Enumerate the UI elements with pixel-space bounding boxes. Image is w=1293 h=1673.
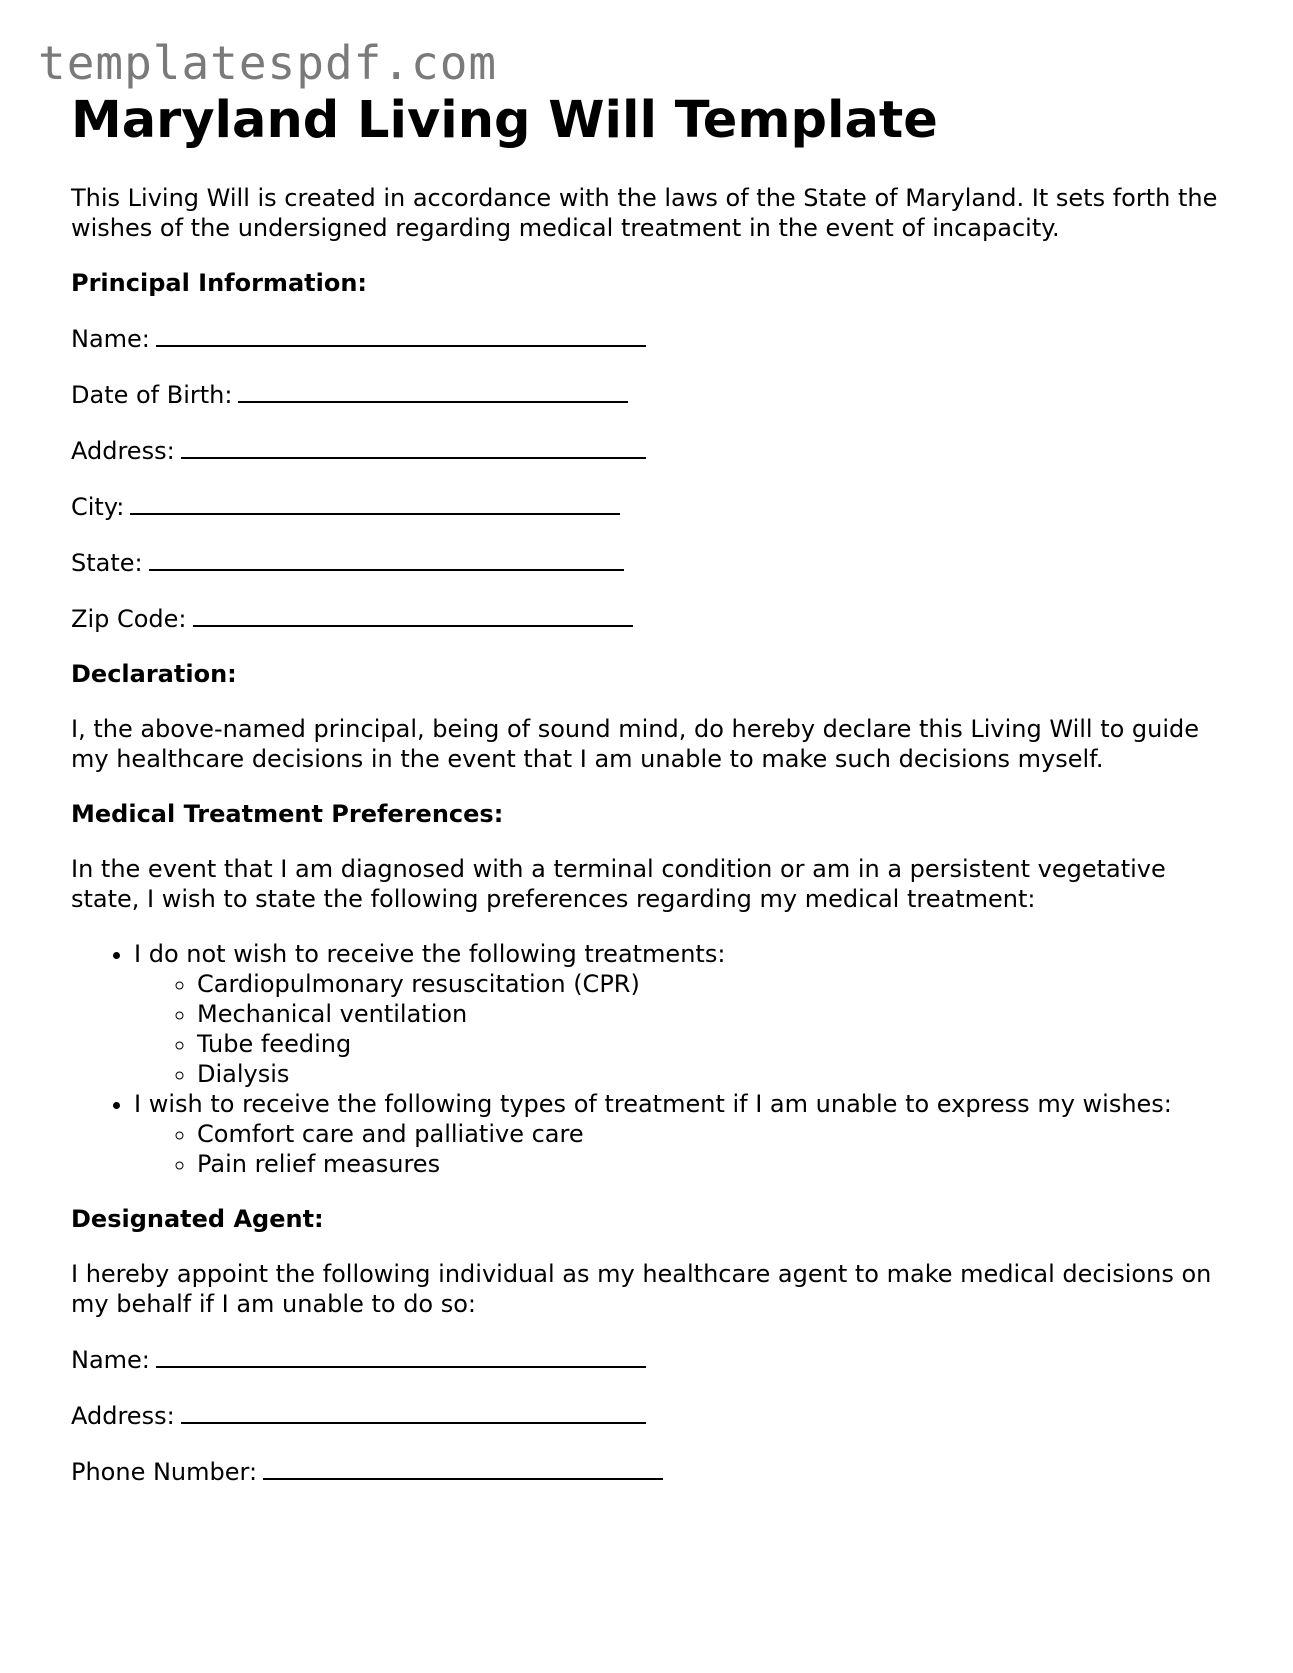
intro-paragraph: This Living Will is created in accordance with the laws of the State of Maryland. It sets forth the wishes of the undersigned regarding medical treatment in the event of incapacity. xyxy=(71,183,1218,242)
document-page xyxy=(71,92,1231,1487)
refused-treatments-list xyxy=(134,969,1231,1089)
agent-name-blank[interactable] xyxy=(156,1344,646,1368)
list-item xyxy=(134,1089,1231,1179)
field-label: State: xyxy=(71,548,143,577)
field-label: Address: xyxy=(71,1401,175,1430)
list-item: ◦ Pain relief measures xyxy=(197,1149,1231,1179)
field-label: Phone Number: xyxy=(71,1457,258,1486)
principal-state-blank[interactable] xyxy=(149,547,624,571)
list-item: ◦ Tube feeding xyxy=(197,1029,1231,1059)
principal-info-heading: Principal Information: xyxy=(71,268,368,297)
agent-phone-blank[interactable] xyxy=(263,1456,663,1480)
document-title: Maryland Living Will Template xyxy=(71,91,938,150)
principal-address-field xyxy=(71,435,1231,466)
principal-name-blank[interactable] xyxy=(156,323,646,347)
principal-zip-field xyxy=(71,603,1231,634)
field-label: Address: xyxy=(71,436,175,465)
list-item: ◦ Mechanical ventilation xyxy=(197,999,1231,1029)
preferences-heading: Medical Treatment Preferences: xyxy=(71,799,504,828)
principal-address-blank[interactable] xyxy=(181,435,646,459)
list-item: ◦ Cardiopulmonary resuscitation (CPR) xyxy=(197,969,1231,999)
watermark: templatespdf.com xyxy=(38,36,498,90)
agent-address-field xyxy=(71,1400,1231,1431)
preferences-paragraph: In the event that I am diagnosed with a terminal condition or am in a persistent vegetative state, I wish to state the following preferences regarding my medical treatment: xyxy=(71,854,1166,913)
preferences-list xyxy=(71,939,1231,1179)
field-label: City: xyxy=(71,492,125,521)
list-item-text: I do not wish to receive the following treatments: xyxy=(134,939,726,968)
field-label: Zip Code: xyxy=(71,604,187,633)
agent-address-blank[interactable] xyxy=(181,1400,646,1424)
principal-zip-blank[interactable] xyxy=(193,603,633,627)
field-label: Name: xyxy=(71,324,150,353)
list-item: ◦ Comfort care and palliative care xyxy=(197,1119,1231,1149)
list-item xyxy=(134,939,1231,1089)
list-item-text: I wish to receive the following types of treatment if I am unable to express my wishes: xyxy=(134,1089,1172,1118)
agent-paragraph: I hereby appoint the following individual as my healthcare agent to make medical decisions on my behalf if I am unable to do so: xyxy=(71,1259,1212,1318)
list-item: ◦ Dialysis xyxy=(197,1059,1231,1089)
principal-city-field xyxy=(71,491,1231,522)
agent-name-field xyxy=(71,1344,1231,1375)
field-label: Date of Birth: xyxy=(71,380,233,409)
principal-dob-blank[interactable] xyxy=(238,379,628,403)
principal-state-field xyxy=(71,547,1231,578)
declaration-paragraph: I, the above-named principal, being of sound mind, do hereby declare this Living Will to guide my healthcare decisions in the event that I am unable to make such decisions myself. xyxy=(71,714,1200,773)
principal-dob-field xyxy=(71,379,1231,410)
field-label: Name: xyxy=(71,1345,150,1374)
agent-phone-field xyxy=(71,1456,1231,1487)
designated-agent-heading: Designated Agent: xyxy=(71,1204,324,1233)
desired-treatments-list xyxy=(134,1119,1231,1179)
principal-name-field xyxy=(71,323,1231,354)
declaration-heading: Declaration: xyxy=(71,659,237,688)
principal-city-blank[interactable] xyxy=(130,491,620,515)
